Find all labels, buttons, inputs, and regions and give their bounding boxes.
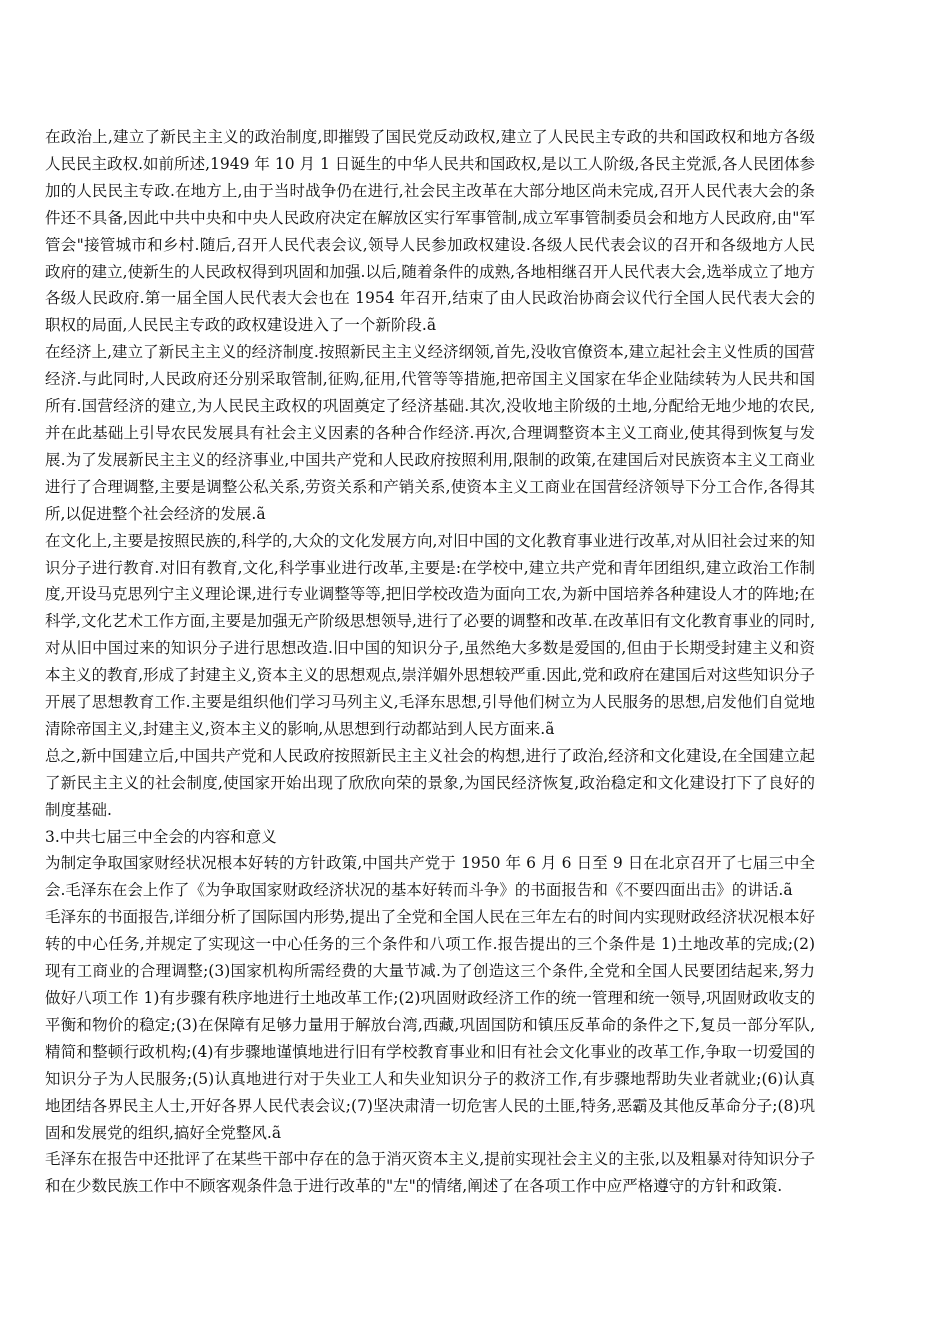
- paragraph-plenum-intro: 为制定争取国家财经状况根本好转的方针政策,中国共产党于 1950 年 6 月 6 日至 9 日在北京召开了七届三中全会.毛泽东在会上作了《为争取国家财政经济状况的基本好转而斗争》的书面报告和《不要四面出击》的讲话.ã: [45, 854, 815, 900]
- document-body: [45, 124, 815, 1200]
- paragraph-economy: 在经济上,建立了新民主主义的经济制度.按照新民主主义经济纲领,首先,没收官僚资本,建立起社会主义性质的国营经济.与此同时,人民政府还分别采取管制,征购,征用,代管等等措施,把帝国主义国家在华企业陆续转为人民共和国所有.国营经济的建立,为人民民主政权的巩固奠定了经济基础.其次,没收地主阶级的土地,分配给无地少地的农民,并在此基础上引导农民发展具有社会主义因素的各种合作经济.再次,合理调整资本主义工商业,使其得到恢复与发展.为了发展新民主主义的经济事业,中国共产党和人民政府按照利用,限制的政策,在建国后对民族资本主义工商业进行了合理调整,主要是调整公私关系,劳资关系和产销关系,使资本主义工商业在国营经济领导下分工合作,各得其所,以促进整个社会经济的发展.ã: [45, 343, 815, 523]
- section-heading: 3.中共七届三中全会的内容和意义: [45, 827, 277, 846]
- paragraph-culture: 在文化上,主要是按照民族的,科学的,大众的文化发展方向,对旧中国的文化教育事业进行改革,对从旧社会过来的知识分子进行教育.对旧有教育,文化,科学事业进行改革,主要是:在学校中,建立共产党和青年团组织,建立政治工作制度,开设马克思列宁主义理论课,进行专业调整等等,把旧学校改造为面向工农,为新中国培养各种建设人才的阵地;在科学,文化艺术工作方面,主要是加强无产阶级思想领导,进行了必要的调整和改革.在改革旧有文化教育事业的同时,对从旧中国过来的知识分子进行思想改造.旧中国的知识分子,虽然绝大多数是爱国的,但由于长期受封建主义和资本主义的教育,形成了封建主义,资本主义的思想观点,崇洋媚外思想较严重.因此,党和政府在建国后对这些知识分子开展了思想教育工作.主要是组织他们学习马列主义,毛泽东思想,引导他们树立为人民服务的思想,启发他们自觉地清除帝国主义,封建主义,资本主义的影响,从思想到行动都站到人民方面来.ã: [45, 531, 815, 738]
- paragraph-plenum-report: 毛泽东的书面报告,详细分析了国际国内形势,提出了全党和全国人民在三年左右的时间内实现财政经济状况根本好转的中心任务,并规定了实现这一中心任务的三个条件和八项工作.报告提出的三个条件是 1)土地改革的完成;(2)现有工商业的合理调整;(3)国家机构所需经费的大量节减.为了创造这三个条件,全党和全国人民要团结起来,努力做好八项工作 1)有步骤有秩序地进行土地改革工作;(2)巩固财政经济工作的统一管理和统一领导,巩固财政收支的平衡和物价的稳定;(3)在保障有足够力量用于解放台湾,西藏,巩固国防和镇压反革命的条件之下,复员一部分军队,精简和整顿行政机构;(4)有步骤地谨慎地进行旧有学校教育事业和旧有社会文化事业的改革工作,争取一切爱国的知识分子为人民服务;(5)认真地进行对于失业工人和失业知识分子的救济工作,有步骤地帮助失业者就业;(6)认真地团结各界民主人士,开好各界人民代表会议;(7)坚决肃清一切危害人民的土匪,特务,恶霸及其他反革命分子;(8)巩固和发展党的组织,搞好全党整风.ã: [45, 908, 815, 1142]
- paragraph-plenum-criticism: 毛泽东在报告中还批评了在某些干部中存在的急于消灭资本主义,提前实现社会主义的主张,以及粗暴对待知识分子和在少数民族工作中不顾客观条件急于进行改革的"左"的情绪,阐述了在各项工作中应严格遵守的方针和政策.: [45, 1150, 815, 1196]
- paragraph-politics: 在政治上,建立了新民主主义的政治制度,即摧毁了国民党反动政权,建立了人民民主专政的共和国政权和地方各级人民民主政权.如前所述,1949 年 10 月 1 日诞生的中华人民共和国政权,是以工人阶级,各民主党派,各人民团体参加的人民民主专政.在地方上,由于当时战争仍在进行,社会民主改革在大部分地区尚未完成,召开人民代表大会的条件还不具备,因此中共中央和中央人民政府决定在解放区实行军事管制,成立军事管制委员会和地方人民政府,由"军管会"接管城市和乡村.随后,召开人民代表会议,领导人民参加政权建设.各级人民代表会议的召开和各级地方人民政府的建立,使新生的人民政权得到巩固和加强.以后,随着条件的成熟,各地相继召开人民代表大会,选举成立了地方各级人民政府.第一届全国人民代表大会也在 1954 年召开,结束了由人民政治协商会议代行全国人民代表大会的职权的局面,人民民主专政的政权建设进入了一个新阶段.ã: [45, 128, 815, 335]
- paragraph-summary: 总之,新中国建立后,中国共产党和人民政府按照新民主主义社会的构想,进行了政治,经济和文化建设,在全国建立起了新民主主义的社会制度,使国家开始出现了欣欣向荣的景象,为国民经济恢复,政治稳定和文化建设打下了良好的制度基础.: [45, 746, 815, 819]
